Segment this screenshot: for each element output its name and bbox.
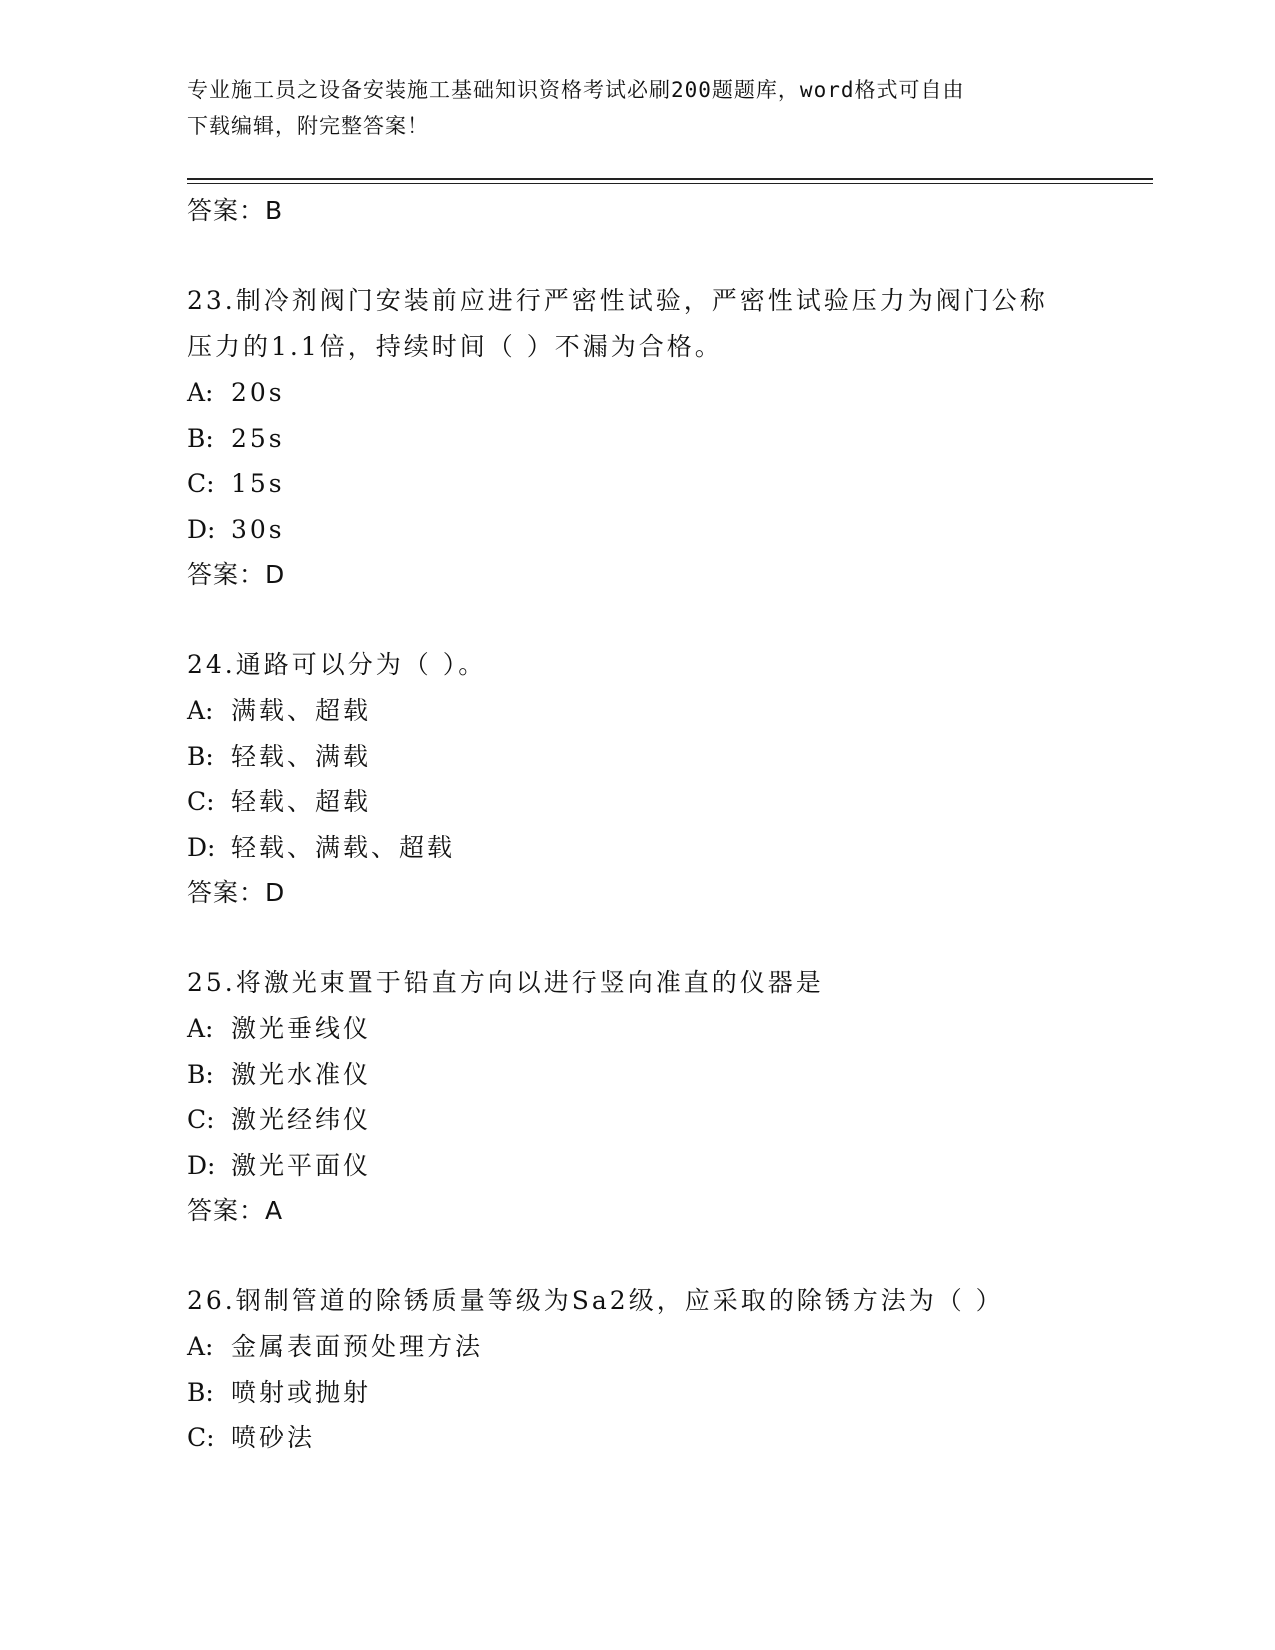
- option-a: [187, 1324, 1087, 1370]
- question-stem: 23.制冷剂阀门安装前应进行严密性试验，严密性试验压力为阀门公称: [187, 286, 1048, 315]
- option-text: 金属表面预处理方法: [231, 1332, 484, 1361]
- question-26: [187, 1278, 1087, 1461]
- option-text: 轻载、超载: [231, 787, 372, 816]
- spacer: [187, 234, 1087, 278]
- option-letter: C:: [187, 1105, 215, 1134]
- question-stem: 25.将激光束置于铅直方向以进行竖向准直的仪器是: [187, 968, 824, 997]
- option-d: [187, 825, 1087, 871]
- header-line-2: 下载编辑，附完整答案！: [187, 114, 429, 138]
- question-24: [187, 642, 1087, 916]
- answer-line: 答案：D: [187, 878, 286, 907]
- option-c: [187, 1415, 1087, 1461]
- option-letter: A:: [187, 696, 214, 725]
- question-25: [187, 960, 1087, 1234]
- header-divider-thin: [187, 183, 1153, 184]
- option-c: [187, 461, 1087, 507]
- question-stem: 24.通路可以分为（ ）。: [187, 650, 487, 679]
- option-text: 激光水准仪: [231, 1059, 372, 1089]
- option-text: 20s: [231, 378, 285, 407]
- option-b: [187, 1370, 1087, 1416]
- option-letter: B:: [187, 423, 214, 453]
- answer-line: 答案：D: [187, 560, 286, 589]
- option-text: 喷射或抛射: [231, 1377, 372, 1407]
- option-b: [187, 416, 1087, 462]
- option-letter: C:: [187, 469, 215, 498]
- option-letter: A:: [187, 1014, 214, 1043]
- option-letter: A:: [187, 378, 214, 407]
- option-a: [187, 688, 1087, 734]
- option-text: 15s: [231, 469, 285, 498]
- option-c: [187, 1097, 1087, 1143]
- option-text: 25s: [231, 423, 285, 453]
- spacer: [187, 1234, 1087, 1278]
- option-c: [187, 779, 1087, 825]
- option-letter: B:: [187, 1377, 214, 1407]
- option-text: 激光垂线仪: [231, 1014, 372, 1043]
- question-stem-continued: 压力的1.1倍，持续时间（ ）不漏为合格。: [187, 332, 723, 361]
- option-letter: D:: [187, 514, 216, 544]
- option-letter: D:: [187, 832, 216, 862]
- option-text: 喷砂法: [231, 1423, 316, 1452]
- option-text: 激光平面仪: [231, 1150, 372, 1180]
- option-text: 满载、超载: [231, 696, 372, 725]
- option-text: 激光经纬仪: [231, 1105, 372, 1134]
- header-line-1: 专业施工员之设备安装施工基础知识资格考试必刷200题题库，word格式可自由: [187, 78, 965, 102]
- option-letter: C:: [187, 1423, 215, 1452]
- option-d: [187, 507, 1087, 553]
- question-23: [187, 278, 1087, 598]
- spacer: [187, 916, 1087, 960]
- option-text: 轻载、满载: [231, 741, 372, 771]
- option-letter: B:: [187, 741, 214, 771]
- previous-answer: 答案：B: [187, 196, 284, 225]
- option-a: [187, 370, 1087, 416]
- option-b: [187, 734, 1087, 780]
- spacer: [187, 598, 1087, 642]
- option-letter: A:: [187, 1332, 214, 1361]
- option-letter: B:: [187, 1059, 214, 1089]
- option-letter: D:: [187, 1150, 216, 1180]
- question-stem: 26.钢制管道的除锈质量等级为Sa2级，应采取的除锈方法为（ ）: [187, 1286, 1004, 1315]
- option-text: 轻载、满载、超载: [231, 832, 456, 862]
- option-letter: C:: [187, 787, 215, 816]
- header-divider-thick: [187, 178, 1153, 180]
- answer-line: 答案：A: [187, 1196, 284, 1225]
- option-d: [187, 1143, 1087, 1189]
- option-b: [187, 1052, 1087, 1098]
- option-text: 30s: [231, 514, 285, 544]
- option-a: [187, 1006, 1087, 1052]
- document-header: [187, 72, 1087, 144]
- question-list: [187, 188, 1087, 1461]
